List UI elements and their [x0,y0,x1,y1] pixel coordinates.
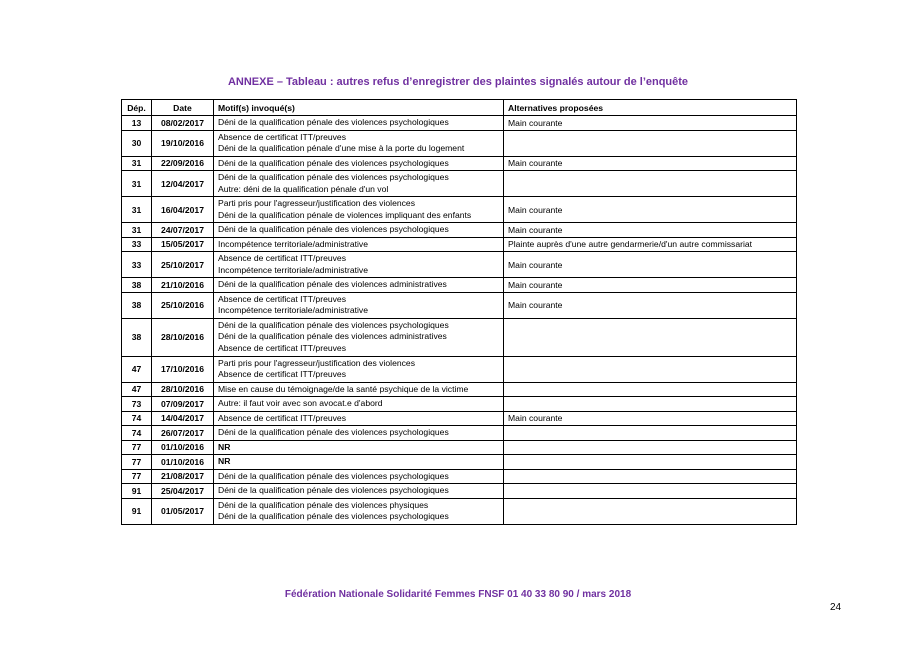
motif-line: Absence de certificat ITT/preuves [218,412,347,423]
table-row [122,156,797,171]
motif-line: Incompétence territoriale/administrative [218,238,368,249]
dep-cell: 31 [122,171,152,197]
date-cell: 01/05/2017 [152,498,214,524]
motif-line: Déni de la qualification pénale de violences impliquant des enfants [218,209,472,220]
motif-line: Déni de la qualification pénale des violences psychologiques [218,511,449,521]
date-cell: 21/10/2016 [152,278,214,293]
motif-line: Autre: il faut voir avec son avocat.e d'abord [218,398,383,408]
alternative-cell [504,318,797,356]
motifs-cell [214,498,504,524]
date-cell: 25/10/2017 [152,252,214,278]
motif-line: Parti pris pour l'agresseur/justification des violences [218,198,416,208]
footer: Fédération Nationale Solidarité Femmes FNSF 01 40 33 80 90 / mars 2018 [284,589,632,600]
dep-cell: 91 [122,498,152,524]
alternative-cell: Plainte auprès d'une autre gendarmerie/d'un autre commissariat [504,237,797,252]
alternative-cell: Main courante [504,116,797,131]
motif-line: Déni de la qualification pénale des violences psychologiques [218,157,449,168]
dep-cell: 33 [122,237,152,252]
motif-line: Déni de la qualification pénale des violences administratives [218,331,447,342]
alternative-cell [504,426,797,441]
table-row [122,382,797,397]
date-cell: 15/05/2017 [152,237,214,252]
table-row [122,426,797,441]
date-cell: 16/04/2017 [152,197,214,223]
table-row [122,278,797,293]
table-row [122,455,797,470]
motifs-cell [214,130,504,156]
alternative-cell [504,356,797,382]
dep-cell: 47 [122,356,152,382]
alternative-cell [504,440,797,455]
alternative-cell [504,498,797,524]
dep-cell: 47 [122,382,152,397]
dep-cell: 73 [122,397,152,412]
motif-line: Absence de certificat ITT/preuves [218,253,347,263]
motif-line: Déni de la qualification pénale des violences psychologiques [218,224,449,234]
dep-cell: 33 [122,252,152,278]
date-cell: 25/10/2016 [152,292,214,318]
motifs-cell [214,197,504,223]
date-cell: 26/07/2017 [152,426,214,441]
date-cell: 25/04/2017 [152,484,214,499]
header-date: Date [152,100,214,116]
alternative-cell [504,130,797,156]
dep-cell: 74 [122,426,152,441]
dep-cell: 31 [122,223,152,238]
motifs-cell [214,171,504,197]
motifs-cell [214,116,504,131]
table-row [122,356,797,382]
alternative-cell: Main courante [504,411,797,426]
dep-cell: 91 [122,484,152,499]
alternative-cell: Main courante [504,156,797,171]
alternative-cell [504,469,797,484]
motif-line: Autre: déni de la qualification pénale d'un vol [218,183,389,194]
motif-line: Déni de la qualification pénale des violences physiques [218,499,429,510]
motif-line: Incompétence territoriale/administrative [218,305,368,315]
dep-cell: 77 [122,469,152,484]
motif-line: Parti pris pour l'agresseur/justification des violences [218,357,416,368]
alternative-cell: Main courante [504,197,797,223]
dep-cell: 77 [122,440,152,455]
page-title: ANNEXE – Tableau : autres refus d’enregistrer des plaintes signalés autour de l’enquête [227,76,689,88]
motif-line: Déni de la qualification pénale des violences psychologiques [218,117,449,127]
table-row [122,411,797,426]
motifs-cell [214,469,504,484]
motifs-cell [214,382,504,397]
header-alternatives: Alternatives proposées [504,100,797,116]
table-row [122,130,797,156]
date-cell: 12/04/2017 [152,171,214,197]
motif-line: Déni de la qualification pénale des violences psychologiques [218,319,449,330]
alternative-cell [504,171,797,197]
alternative-cell: Main courante [504,223,797,238]
date-cell: 21/08/2017 [152,469,214,484]
date-cell: 24/07/2017 [152,223,214,238]
table-row [122,116,797,131]
motifs-cell [214,397,504,412]
table-row [122,397,797,412]
table-row [122,484,797,499]
header-motifs: Motif(s) invoqué(s) [214,100,504,116]
motif-line: Déni de la qualification pénale des violences administratives [218,279,447,289]
dep-cell: 38 [122,318,152,356]
motif-line: Incompétence territoriale/administrative [218,264,368,275]
dep-cell: 13 [122,116,152,131]
motif-line: Absence de certificat ITT/preuves [218,369,347,379]
date-cell: 28/10/2016 [152,382,214,397]
motifs-cell [214,252,504,278]
alternative-cell [504,382,797,397]
table-row [122,292,797,318]
date-cell: 08/02/2017 [152,116,214,131]
motifs-cell [214,223,504,238]
motif-line: NR [218,456,231,466]
motif-line: Absence de certificat ITT/preuves [218,131,347,142]
date-cell: 14/04/2017 [152,411,214,426]
alternative-cell: Main courante [504,252,797,278]
dep-cell: 30 [122,130,152,156]
motifs-cell [214,278,504,293]
dep-cell: 31 [122,197,152,223]
dep-cell: 38 [122,278,152,293]
date-cell: 28/10/2016 [152,318,214,356]
motifs-cell [214,440,504,455]
motifs-cell [214,356,504,382]
motif-line: Déni de la qualification pénale des violences psychologiques [218,485,449,495]
date-cell: 19/10/2016 [152,130,214,156]
alternative-cell: Main courante [504,278,797,293]
date-cell: 01/10/2016 [152,440,214,455]
header-dep: Dép. [122,100,152,116]
alternative-cell [504,397,797,412]
refusals-table [121,99,797,525]
motifs-cell [214,426,504,441]
table-row [122,223,797,238]
dep-cell: 38 [122,292,152,318]
motifs-cell [214,237,504,252]
page-number: 24 [830,602,842,613]
alternative-cell: Main courante [504,292,797,318]
table-row [122,197,797,223]
table-row [122,318,797,356]
motif-line: Mise en cause du témoignage/de la santé psychique de la victime [218,383,469,394]
table-header-row [122,100,797,116]
motifs-cell [214,411,504,426]
motifs-cell [214,318,504,356]
motif-line: Déni de la qualification pénale des violences psychologiques [218,427,449,437]
table-row [122,469,797,484]
table-row [122,171,797,197]
motif-line: Déni de la qualification pénale des violences psychologiques [218,470,449,481]
motif-line: Absence de certificat ITT/preuves [218,293,347,304]
dep-cell: 74 [122,411,152,426]
motifs-cell [214,292,504,318]
motif-line: Déni de la qualification pénale d'une mise à la porte du logement [218,143,465,153]
motif-line: Absence de certificat ITT/preuves [218,342,347,353]
dep-cell: 31 [122,156,152,171]
alternative-cell [504,455,797,470]
table-row [122,252,797,278]
table-row [122,237,797,252]
date-cell: 17/10/2016 [152,356,214,382]
motif-line: NR [218,441,231,452]
table-row [122,498,797,524]
date-cell: 22/09/2016 [152,156,214,171]
motifs-cell [214,455,504,470]
motif-line: Déni de la qualification pénale des violences psychologiques [218,172,449,182]
date-cell: 01/10/2016 [152,455,214,470]
motifs-cell [214,484,504,499]
table-row [122,440,797,455]
alternative-cell [504,484,797,499]
motifs-cell [214,156,504,171]
dep-cell: 77 [122,455,152,470]
date-cell: 07/09/2017 [152,397,214,412]
